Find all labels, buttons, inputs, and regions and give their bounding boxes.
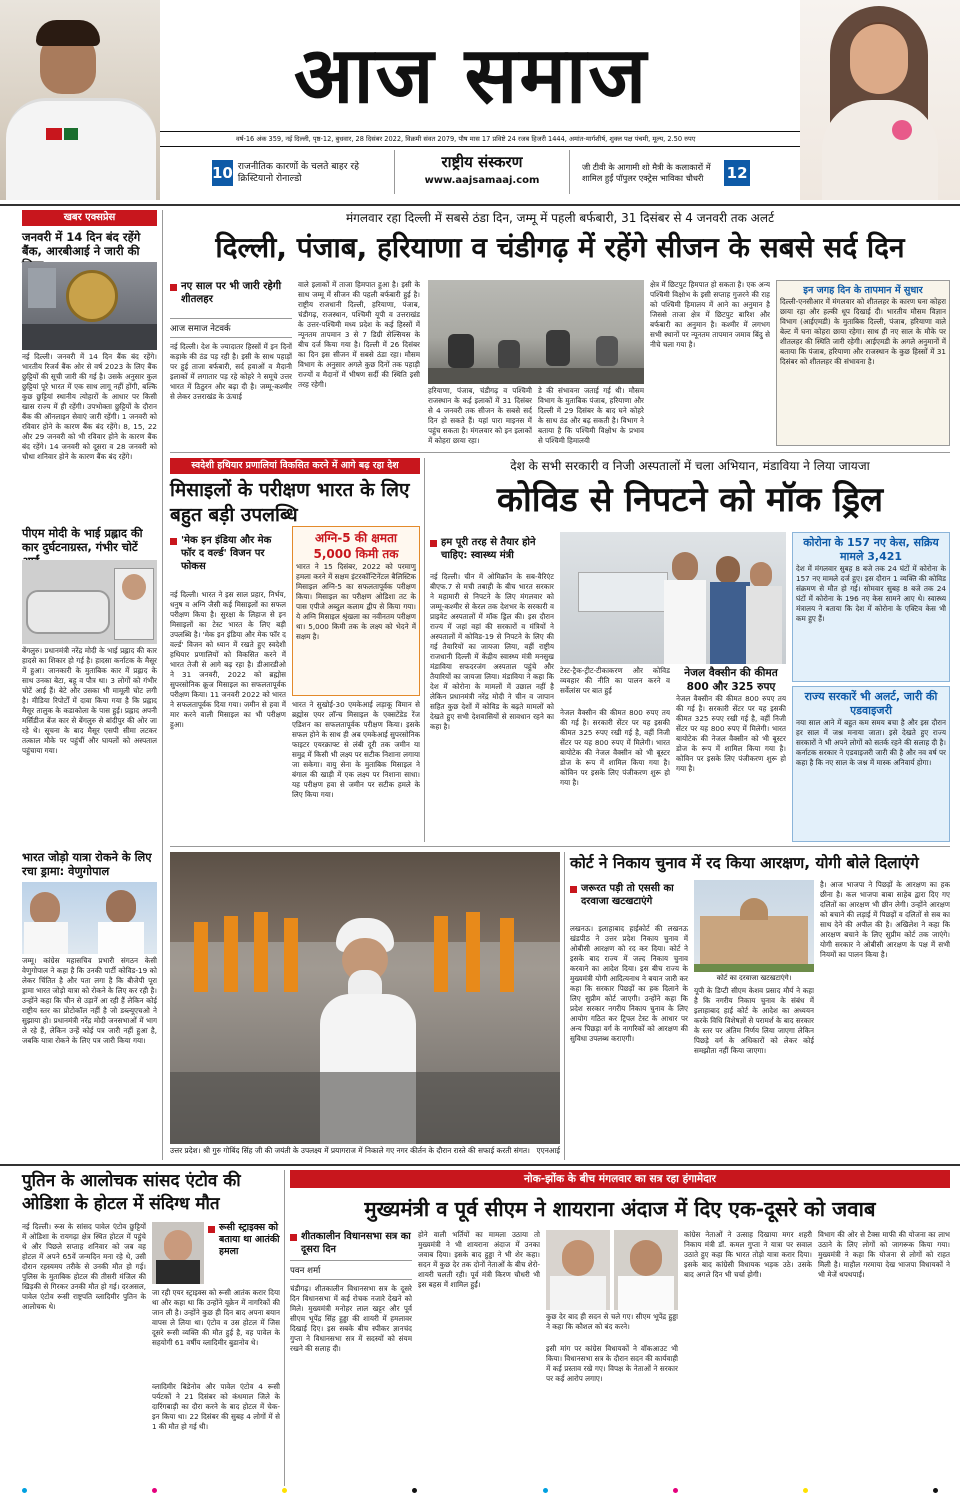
assembly-col2: होने वाली भर्तियों का मामला उठाया तो मुख्यमंत्री ने भी शायराना अंदाज में उनका जवाब दिया। इसके बाद हुड्डा ने भी शेर कहा। सदन में कुछ देर तक दोनों नेताओं के बीच शेरो-शायरी चलती रही। पूर्व मंत्री किरण चौधरी भी इस बहस में शामिल हुईं। — [418, 1230, 540, 1289]
masthead-right-photo — [800, 0, 960, 200]
nasal-box-text: नेजल वैक्सीन की कीमत 800 रुपए तय की गई है। सरकारी सेंटर पर यह इसकी कीमत 325 रुपए रखी गई है, वहीं निजी सेंटर पर यह 800 रुपए में मिलेगी। भारत बायोटेक की नेजल वैक्सीन को भी बूस्टर डोज के रूप में शामिल किया गया है। कोविन पर इसके लिए पंजीकरण शुरू हो गया है। — [676, 694, 786, 773]
assembly-subhead-text: शीतकालीन विधानसभा सत्र का दूसरा दिन — [301, 1231, 411, 1255]
lead-col5: क्षेत्र में छिटपुट हिमपात हो सकता है। एक अन्य पश्चिमी विक्षोभ के इसी सप्ताह गुजरने की राह को पश्चिमी हिमालय में आने का अनुमान है जिससे ताजा क्षेत्र में छिटपुट बारिश और बर्फबारी का अनुमान है। कश्मीर में लगभग सभी स्थानों पर न्यूनतम तापमान जमाव बिंदु से नीचे चला गया है। — [650, 280, 770, 349]
print-registration-marks — [22, 1488, 938, 1494]
covid-subhead-text: हम पूरी तरह से तैयार होने चाहिए: स्वास्थ्य मंत्री — [441, 537, 536, 561]
missile-headline: मिसाइलों के परीक्षण भारत के लिए बहुत बड़ी उपलब्धि — [170, 479, 410, 526]
agni-box-title: अग्नि-5 की क्षमता 5,000 किमी तक — [313, 531, 399, 561]
states-alert-title: राज्य सरकारें भी अलर्ट, जारी की एडवाइजरी — [804, 690, 938, 717]
assembly-headline: मुख्यमंत्री व पूर्व सीएम ने शायराना अंदाज में दिए एक-दूसरे को जवाब — [364, 1197, 876, 1221]
lead-subhead-text: नए साल पर भी जारी रहेगी शीतलहर — [181, 281, 282, 305]
nasal-vaccine-box — [676, 666, 786, 842]
states-alert-text: नया साल आने में बहुत कम समय बचा है और इस दौरान हर साल में जश्न मनाया जाता। इसे देखते हुए राज्य सरकारों ने भी अपने लोगों को सतर्क रहने की सलाह दी है। कर्नाटक सरकार ने एडवाइजरी जारी की है और नव वर्ष पर कहा है कि नए साल के जश्न में मास्क अनिवार्य होगा। — [796, 718, 946, 767]
court-col3: है। आज भाजपा ने पिछड़ों के आरक्षण का हक छीना है। कल भाजपा बाबा साहेब द्वारा दिए गए दलितों का आरक्षण भी छीन लेगी। उन्होंने आरक्षण को बचाने की लड़ाई में पिछड़ों व दलितों से सब का साथ देने की अपील की है। अखिलेश ने कहा कि आरक्षण बचाने के लिए सुप्रीम कोर्ट तक जाएंगे। योगी सरकार ने ओबीसी आरक्षण के पक्ष में सभी नियमों का पालन किया है। — [820, 880, 950, 959]
court-subhead — [570, 882, 688, 908]
teaser-right[interactable] — [582, 152, 750, 194]
covid-text-2 — [560, 708, 670, 842]
assembly-col1: चंडीगढ़। शीतकालीन विधानसभा सत्र के दूसरे दिन विधानसभा में कई रोचक नजारे देखने को मिले। मुख्यमंत्री मनोहर लाल खट्टर और पूर्व सीएम भूपेंद्र सिंह हुड्डा की शायरी में हमलावर दिखाई दिए। इस सबके बीच स्पीकर ज्ञानचंद गुप्ता ने विधानसभा सत्र में सदस्यों को संयम रखने की सलाह दी। — [290, 1284, 412, 1353]
court-col2: यूपी के डिप्टी सीएम केशव प्रसाद मौर्य ने कहा है कि नगरीय निकाय चुनाव के संबंध में इलाहाबाद हाई कोर्ट के आदेश का अध्ययन करके विधि विशेषज्ञों से परामर्श के बाद सरकार के स्तर पर अंतिम निर्णय लिया जाएगा लेकिन पिछड़े वर्ग के अधिकारों को लेकर कोई समझौता नहीं किया जाएगा। — [694, 986, 814, 1055]
accident-photo — [22, 560, 157, 644]
express-title: खबर एक्सप्रेस — [22, 210, 157, 226]
covid-kicker: देश के सभी सरकारी व निजी अस्पतालों में चला अभियान, मंडाविया ने लिया जायजा — [510, 459, 870, 473]
assembly-byline: पवन शर्मा — [290, 1260, 412, 1280]
edition-box — [394, 150, 570, 194]
teaser-left-text: राजनीतिक कारणों के चलते बाहर रहे क्रिस्टियानो रोनाल्डो — [237, 161, 360, 184]
putin-subhead — [208, 1222, 280, 1258]
agni-box-text: भारत ने 15 दिसंबर, 2022 को परमाणु हमला करने में सक्षम इंटरकॉन्टिनेंटल बैलिस्टिक मिसाइल अग्नि-5 का सफलतापूर्वक परीक्षण किया। मिसाइल का परीक्षण ओडिशा तट के पास एपीजे अब्दुल कलाम द्वीप से किया गया। ये अग्नि मिसाइल श्रृंखला का नवीनतम परीक्षण था। 5,000 किमी तक के लक्ष्य को भेदने में सक्षम है। — [296, 562, 416, 641]
missile-subhead-text: 'मेक इन इंडिया और मेक फॉर द वर्ल्ड' विजन पर फोकस — [181, 535, 272, 572]
lead-subhead — [170, 280, 292, 306]
putin-col1: नई दिल्ली। रूस के सांसद पावेल एंटोव छुट्टियों में ओडिशा के रायगढ़ा क्षेत्र स्थित होटल में पहुंचे थे और पिछले सप्ताह शनिवार को जब वह होटल में अपने 65वें जन्मदिन मना रहे थे, उसी दौरान रहस्यमय तरीके से उनकी मौत हो गई। पुलिस के मुताबिक होटल की तीसरी मंजिल की खिड़की से गिरकर उनकी मौत हो गई। दरअसल, पावेल एंटोव रूसी राष्ट्रपति व्लादिमीर पुतिन के आलोचक थे। — [22, 1222, 146, 1311]
states-alert-box — [792, 686, 950, 842]
court-subhead-text: जरूरत पड़ी तो एससी का दरवाजा खटखटाएंगे — [581, 883, 674, 907]
teaser-left-page: 10 — [212, 160, 233, 186]
website-link[interactable]: www.aajsamaaj.com — [424, 175, 540, 186]
masthead-dateline: वर्ष-16 अंक 359, नई दिल्ली, पृष्ठ-12, बुधवार, 28 दिसंबर 2022, विक्रमी संवत 2079, पौष मास 17 प्रविष्टे 24 रजब हिजरी 1444, अमांत-मार्गशीर्ष, शुक्ल पक्ष पंचमी, मूल्य, 2.50 रुपए — [236, 135, 696, 143]
mock-drill-photo — [560, 532, 786, 664]
putin-col3: व्लादिमीर बिडेनोव और पावेल एंटोव 4 रूसी पर्यटकों ने 21 दिसंबर को कंधमाल जिले के दारिंगबाड़ी का दौरा करने के बाद होटल में चेक-इन किया था। 22 दिसंबर की सुबह 4 लोगों में से 1 की मौत हो गई थी। — [152, 1382, 280, 1431]
express-story2-text: बेंगलुरु। प्रधानमंत्री नरेंद्र मोदी के भाई प्रह्लाद की कार हादसे का शिकार हो गई है। हादसा कर्नाटक के मैसूर में हुआ। जानकारी के मुताबिक कार में प्रह्लाद के साथ उनका बेटा, बहू व पौत्र था। 3 लोगों को गंभीर चोटें आई हैं। बेटे और उसका भी मामूली चोट लगी है। मीडिया रिपोर्टों में दावा किया गया है कि प्रह्लाद मैसूर तालुक के कडाकोला के पास हुई। प्रह्लाद अपनी मर्सिडीज बेंज कार से बेंगलुरु से बांदीपुर की ओर जा रहे थे। सूचना के बाद मैसूर एसपी सीमा लटकर तत्काल मौके पर पहुंचीं और घायलों को अस्पताल पहुंचाया गया। — [22, 646, 157, 755]
nasal-box-title: नेजल वैक्सीन की कीमत 800 और 325 रुपए — [684, 667, 778, 693]
missile-subhead — [170, 534, 286, 573]
lead-col1: नई दिल्ली। देश के ज्यादातर हिस्सों में इन दिनों कड़ाके की ठंड पड़ रही है। इसी के साथ पहाड़ों पर हुई ताजा बर्फबारी, सर्द हवाओं व मैदानी इलाकों में लगातार पड़ रहे कोहरे ने समूचे उत्तर भारत में ठिठुरन और बढ़ा दी है। जम्मू-कश्मीर से लेकर उत्तराखंड के ऊंचाई — [170, 342, 292, 401]
express-story2-headline: पीएम मोदी के भाई प्रह्लाद की कार दुर्घटनाग्रस्त, गंभीर चोटें — [22, 526, 143, 554]
lead-col3: हरियाणा, पंजाब, चंडीगढ़ व पश्चिमी राजस्थान के कई इलाकों में 31 दिसंबर से 4 जनवरी तक सीजन के सबसे सर्द दिन हो सकते हैं। यहां पारा माइनस में पहुंच सकता है। मंगलवार को इन इलाकों में कोहरा छाया रहा। — [428, 386, 532, 445]
lead-box-text: दिल्ली-एनसीआर में मंगलवार को शीतलहर के कारण घना कोहरा छाया रहा और हल्की धूप दिखाई दी। भारतीय मौसम विज्ञान विभाग (आईएमडी) के मुताबिक दिल्ली, पंजाब, हरियाणा वाले बेल्ट में घना कोहरा छाया रहेगा। साथ ही नए साल के मौके पर शीतलहर की स्थिति जारी रहेगी। आईएमडी के अगले अनुमानों में बताया कि पंजाब, हरियाणा और राजस्थान के कुछ हिस्सों में 31 दिसंबर को शीतलहर की संभावना है। — [780, 297, 946, 366]
rbi-photo — [22, 262, 157, 350]
missile-kicker: स्वदेशी हथियार प्रणालियां विकसित करने में आगे बढ़ रहा देश — [170, 458, 420, 474]
procession-caption — [170, 1146, 560, 1156]
assembly-col5: विभाग की ओर से टैक्स माफी की योजना का लाभ उठाने के लिए लोगों को जागरूक किया गया। मुख्यमंत्री ने कहा कि योजना से लोगों को राहत मिली है। माहौल गरमाया देख भाजपा विधायकों ने भी मेजें थपथपाईं। — [818, 1230, 950, 1279]
lead-weather-box — [776, 280, 950, 446]
high-court-photo — [694, 880, 814, 972]
former-cm-photo — [614, 1230, 678, 1310]
agni-box — [292, 526, 420, 696]
assembly-col3: इसी मांग पर कांग्रेस विधायकों ने वॉकआउट भी किया। विधानसभा सत्र के दौरान सदन की कार्यवाही में कई प्रस्ताव रखे गए। विपक्ष के नेताओं ने सरकार पर कई आरोप लगाए। — [546, 1344, 678, 1383]
covid-subhead — [430, 536, 554, 562]
putin-col2: जा रही एयर स्ट्राइक्स को रूसी आतंक करार दिया था और कहा था कि उन्होंने यूक्रेन में नागरिकों की जान ली है। उन्होंने कुछ ही दिन बाद अपना बयान वापस ले लिया था। एंटोव व उस होटल में जिस दूसरे रूसी व्यक्ति की मौत हुई है, वह पावेल के सहयोगी 61 वर्षीय व्लादिमीर बुडानोव थे। — [152, 1288, 280, 1347]
procession-caption-text: उत्तर प्रदेश। श्री गुरु गोबिंद सिंह जी की जयंती के उपलक्ष्य में प्रयागराज में निकाले गए नगर कीर्तन के दौरान रास्ते की सफाई करती संगत। — [170, 1146, 530, 1155]
putin-subhead-text: रूसी स्ट्राइक्स को बताया था आतंकी हमला — [219, 1222, 280, 1257]
masthead-left-photo — [0, 0, 160, 200]
lead-headline: दिल्ली, पंजाब, हरियाणा व चंडीगढ़ में रहेंगे सीजन के सबसे सर्द दिन — [215, 231, 905, 264]
procession-photo — [170, 852, 560, 1144]
teaser-right-page: 12 — [724, 160, 750, 186]
mock-drill-caption: टेस्ट-ट्रैक-ट्रीट-टीकाकरण और कोविड व्यवहार की नीति का पालन करने व सर्वेलांस पर बात हुई — [560, 666, 670, 695]
covid-continued: नेजल वैक्सीन की कीमत 800 रुपए तय की गई है। सरकारी सेंटर पर यह इसकी कीमत 325 रुपए रखी गई है, वहीं निजी सेंटर पर यह 800 रुपए में मिलेगी। भारत बायोटेक की नेजल वैक्सीन को भी बूस्टर डोज के रूप में शामिल किया गया है। कोविन पर इसके लिए पंजीकरण शुरू हो गया है। — [560, 708, 670, 787]
assembly-photo-caption: कुछ देर बाद ही सदन से चले गए। सीएम भूपेंद्र हुड्डा ने कहा कि कौशल को बंद करने। — [546, 1312, 678, 1331]
teaser-right-text: जी टीवी के आगामी शो मैत्री के कलाकारों में शामिल हुईं पॉपुलर एक्ट्रेस भाविका चौधरी — [582, 162, 711, 183]
procession-credit: एएनआई — [536, 1146, 560, 1155]
assembly-col4: कांग्रेस नेताओं ने उत्साह दिखाया मगर शहरी निकाय मंत्री डॉ. कमल गुप्ता ने यात्रा पर सवाल उठाते हुए कहा कि भारत तोड़ो यात्रा करार दिया। इसके बाद कांग्रेसी विधायक भड़क उठे। उसके बाद अगले दिन भी चर्चा होगी। — [684, 1230, 812, 1279]
covid-headline: कोविड से निपटने को मॉक ड्रिल — [496, 480, 884, 520]
express-story3-headline: भारत जोड़ो यात्रा रोकने के लिए रचा ड्रामा: वेणुगोपाल — [22, 850, 152, 878]
assembly-subhead — [290, 1230, 412, 1256]
court-col1: लखनऊ। इलाहाबाद हाईकोर्ट की लखनऊ खंडपीठ ने उत्तर प्रदेश निकाय चुनाव में ओबीसी आरक्षण को रद कर दिया। कोर्ट ने इसके बाद राज्य में जल्द निकाय चुनाव करवाने का आदेश दिया। इस बीच राज्य के मुख्यमंत्री योगी आदित्यनाथ ने बयान जारी कर कहा कि सरकार पिछड़ों का हक दिलाने के लिए सुप्रीम कोर्ट जाएगी। उन्होंने कहा कि प्रदेश सरकार नगरीय निकाय चुनाव के लिए आयोग गठित कर ट्रिपल टेस्ट के आधार पर अन्य पिछड़ा वर्ग के नागरिकों को आरक्षण की सुविधा उपलब्ध कराएगी। — [570, 924, 688, 1043]
edition-name: राष्ट्रीय संस्करण — [441, 153, 523, 171]
missile-col2: भारत ने सुखोई-30 एमकेआई लड़ाकू विमान से ब्रह्मोस एयर लॉन्च मिसाइल के एक्सटेंडेड रेंज एडिशन का सफलतापूर्वक परीक्षण किया। इसके सफल होने के साथ ही अब एमकेआई सुपरसोनिक फाइटर एयरक्राफ्ट से लंबी दूरी तक जमीन या समुद्र में किसी भी लक्ष्य पर सटीक निशाना लगाया जा सकेगा। वायु सेना के मुताबिक मिसाइल ने बंगाल की खाड़ी में एक लक्ष्य पर निशाना साधा। यह परीक्षण हवा से जमीन पर सटीक हमले के लिए किया गया। — [292, 700, 420, 799]
masthead-title: आज समाज — [293, 30, 649, 121]
putin-headline: पुतिन के आलोचक सांसद एंटोव की ओडिशा के होटल में संदिग्ध मौत — [22, 1171, 241, 1214]
teaser-left[interactable] — [212, 152, 386, 194]
lead-col4: डे की संभावना जताई गई थी। मौसम विभाग के मुताबिक पंजाब, हरियाणा और दिल्ली में 29 दिसंबर के बाद घने कोहरे के साथ ठंड और बढ़ सकती है। विभाग ने बताया है कि पश्चिमी विक्षोभ के प्रभाव से पश्चिमी हिमालयी — [538, 386, 644, 445]
express-story3-text: जम्मू। कांग्रेस महासचिव प्रभारी संगठन केसी वेणुगोपाल ने कहा है कि उनकी पार्टी कोविड-19 को लेकर चिंतित है और पता लगा है कि बीजेपी पूरा ड्रामा भारत जोड़ो यात्रा को रोकने के लिए कर रही है। उन्होंने कहा कि चीन से उड़ानें आ रही हैं लेकिन कोई राष्ट्रीय स्तर का प्रोटोकॉल नहीं है जो डब्ल्यूएचओ ने सुझाया हो। प्रधानमंत्री नरेंद्र मोदी जनसभाओं में भाग ले रहे हैं, लेकिन उन्हें कोई पत्र जारी नहीं हुआ है, जबकि यात्रा रोकने के लिए पत्र जारी किया गया। — [22, 956, 157, 1045]
missile-col1: नई दिल्ली। भारत ने इस साल प्रहार, निर्भय, धनुष व अग्नि जैसी कई मिसाइलों का सफल परीक्षण किया है। सुरक्षा के लिहाज से इन मिसाइलों का टेस्ट भारत के लिए बड़ी उपलब्धि है। 'मेक इन इंडिया और मेक फॉर द वर्ल्ड' विजन को ध्यान में रखते हुए स्वदेशी हथियार प्रणालियों को विकसित करने में भारत तेजी से आगे बढ़ रहा है। डीआरडीओ ने 31 जनवरी, 2022 को ब्रह्मोस सुपरसोनिक क्रूज मिसाइल का सफलतापूर्वक परीक्षण किया। 11 जनवरी 2022 को भारत ने सफलतापूर्वक दिया गया। जमीन से हवा में मार करने वाली मिसाइल का भी परीक्षण हुआ। — [170, 590, 286, 729]
covid-cases-box — [792, 532, 950, 682]
lead-box-title: इन जगह दिन के तापमान में सुधार — [803, 285, 923, 296]
covid-cases-title: कोरोना के 157 नए केस, सक्रिय मामले 3,421 — [803, 536, 939, 563]
court-photo-caption: कोर्ट का दरवाजा खटखटाएंगे। — [716, 974, 792, 982]
covid-text: नई दिल्ली। चीन में ओमिक्रॉन के सब-वैरिएंट बीएफ.7 से मची तबाही के बीच भारत सरकार ने महामारी से निपटने के लिए मंगलवार को जम्मू-कश्मीर से केरल तक देशभर के सरकारी व प्राइवेट अस्पतालों में मॉक ड्रिल की। इस दौरान राज्य में जहां वहां की सरकारों व मंत्रियों ने अस्पतालों में कोविड-19 से निपटने के लिए की गई तैयारियों का जायजा लिया, वहीं राष्ट्रीय राजधानी दिल्ली में केंद्रीय स्वास्थ्य मंत्री मनसुख मंडाविया सफदरजंग अस्पताल पहुंचे और तैयारियों का जायजा लिया। मंडाविया ने कहा कि देश में कोरोना के मामलों में उछाल नहीं है लेकिन प्रधानमंत्री नरेंद्र मोदी ने चीन व जापान सहित कुछ देशों में कोविड के बढ़ते मामलों को देखते हुए सभी देशवासियों से सावधान रहने का कहा है। — [430, 572, 554, 731]
fog-photo — [428, 280, 644, 384]
covid-cases-text: देश में मंगलवार सुबह 8 बजे तक 24 घंटों में कोरोना के 157 नए मामले दर्ज हुए। इस दौरान 1 व्यक्ति की कोविड संक्रमण से मौत हो गई। सोमवार सुबह 8 बजे तक 24 घंटों में कोरोना के 196 नए केस सामने आए थे। स्वास्थ्य मंत्रालय ने बताया कि देश में कोरोना के एक्टिव केस भी कम हुए हैं। — [796, 564, 946, 623]
lead-byline: आज समाज नेटवर्क — [170, 318, 292, 338]
express-story1-headline: जनवरी में 14 दिन बंद रहेंगे बैंक, आरबीआई ने जारी की — [22, 230, 141, 258]
court-headline: कोर्ट ने निकाय चुनाव में रद किया आरक्षण, योगी बोले दिलाएंगे — [570, 854, 919, 872]
express-story1-text: नई दिल्ली। जनवरी में 14 दिन बैंक बंद रहेंगे। भारतीय रिजर्व बैंक ओर से वर्ष 2023 के लिए बैंक छुट्टियों की सूची जारी की गई है। उसके अनुसार कुल छुट्टियां पूरे भारत में एक साथ लागू नहीं होंगी, बल्कि कुछ छुट्टियां स्थानीय त्योहारों के आधार पर किसी खास राज्य में ही रहेंगी। उपभोक्ता छुट्टियों के दौरान बैंक की ऑनलाइन सेवाएं जारी रहेंगी। 1 जनवरी को रविवार होने के कारण बैंक बंद रहेंगे। 8, 15, 22 और 29 जनवरी को भी रविवार होने के कारण बैंक बंद रहेंगे। 14 जनवरी को दूसरा व 28 जनवरी को चौथा शनिवार होने के कारण बैंक बंद रहेंगे। — [22, 352, 157, 461]
lead-col2: वाले इलाकों में ताजा हिमपात हुआ है। इसी के साथ जम्मू में सीजन की पहली बर्फबारी हुई है। राष्ट्रीय राजधानी दिल्ली, हरियाणा, पंजाब, चंडीगढ़, राजस्थान, पश्चिमी यूपी व उत्तराखंड के उत्तर-पश्चिमी मध्य प्रदेश के कई हिस्सों में न्यूनतम तापमान 3 से 7 डिग्री सेल्सियस के बीच दर्ज किया गया है। दिल्ली में 26 दिसंबर का दिन इस सीजन में सबसे ठंडा रहा। मौसम विभाग के अनुसार अगले कुछ दिनों तक पहाड़ी राज्यों व मैदानों में भीषण सर्दी की स्थिति इसी तरह रहेगी। — [298, 280, 420, 389]
venugopal-photo — [22, 882, 157, 954]
antov-photo — [152, 1222, 204, 1284]
lead-kicker: मंगलवार रहा दिल्ली में सबसे ठंडा दिन, जम्मू में पहली बर्फबारी, 31 दिसंबर से 4 जनवरी तक अलर्ट — [345, 211, 775, 225]
assembly-kicker: नोक-झोंक के बीच मंगलवार का सत्र रहा हंगामेदार — [290, 1170, 950, 1188]
cm-photo — [546, 1230, 610, 1310]
